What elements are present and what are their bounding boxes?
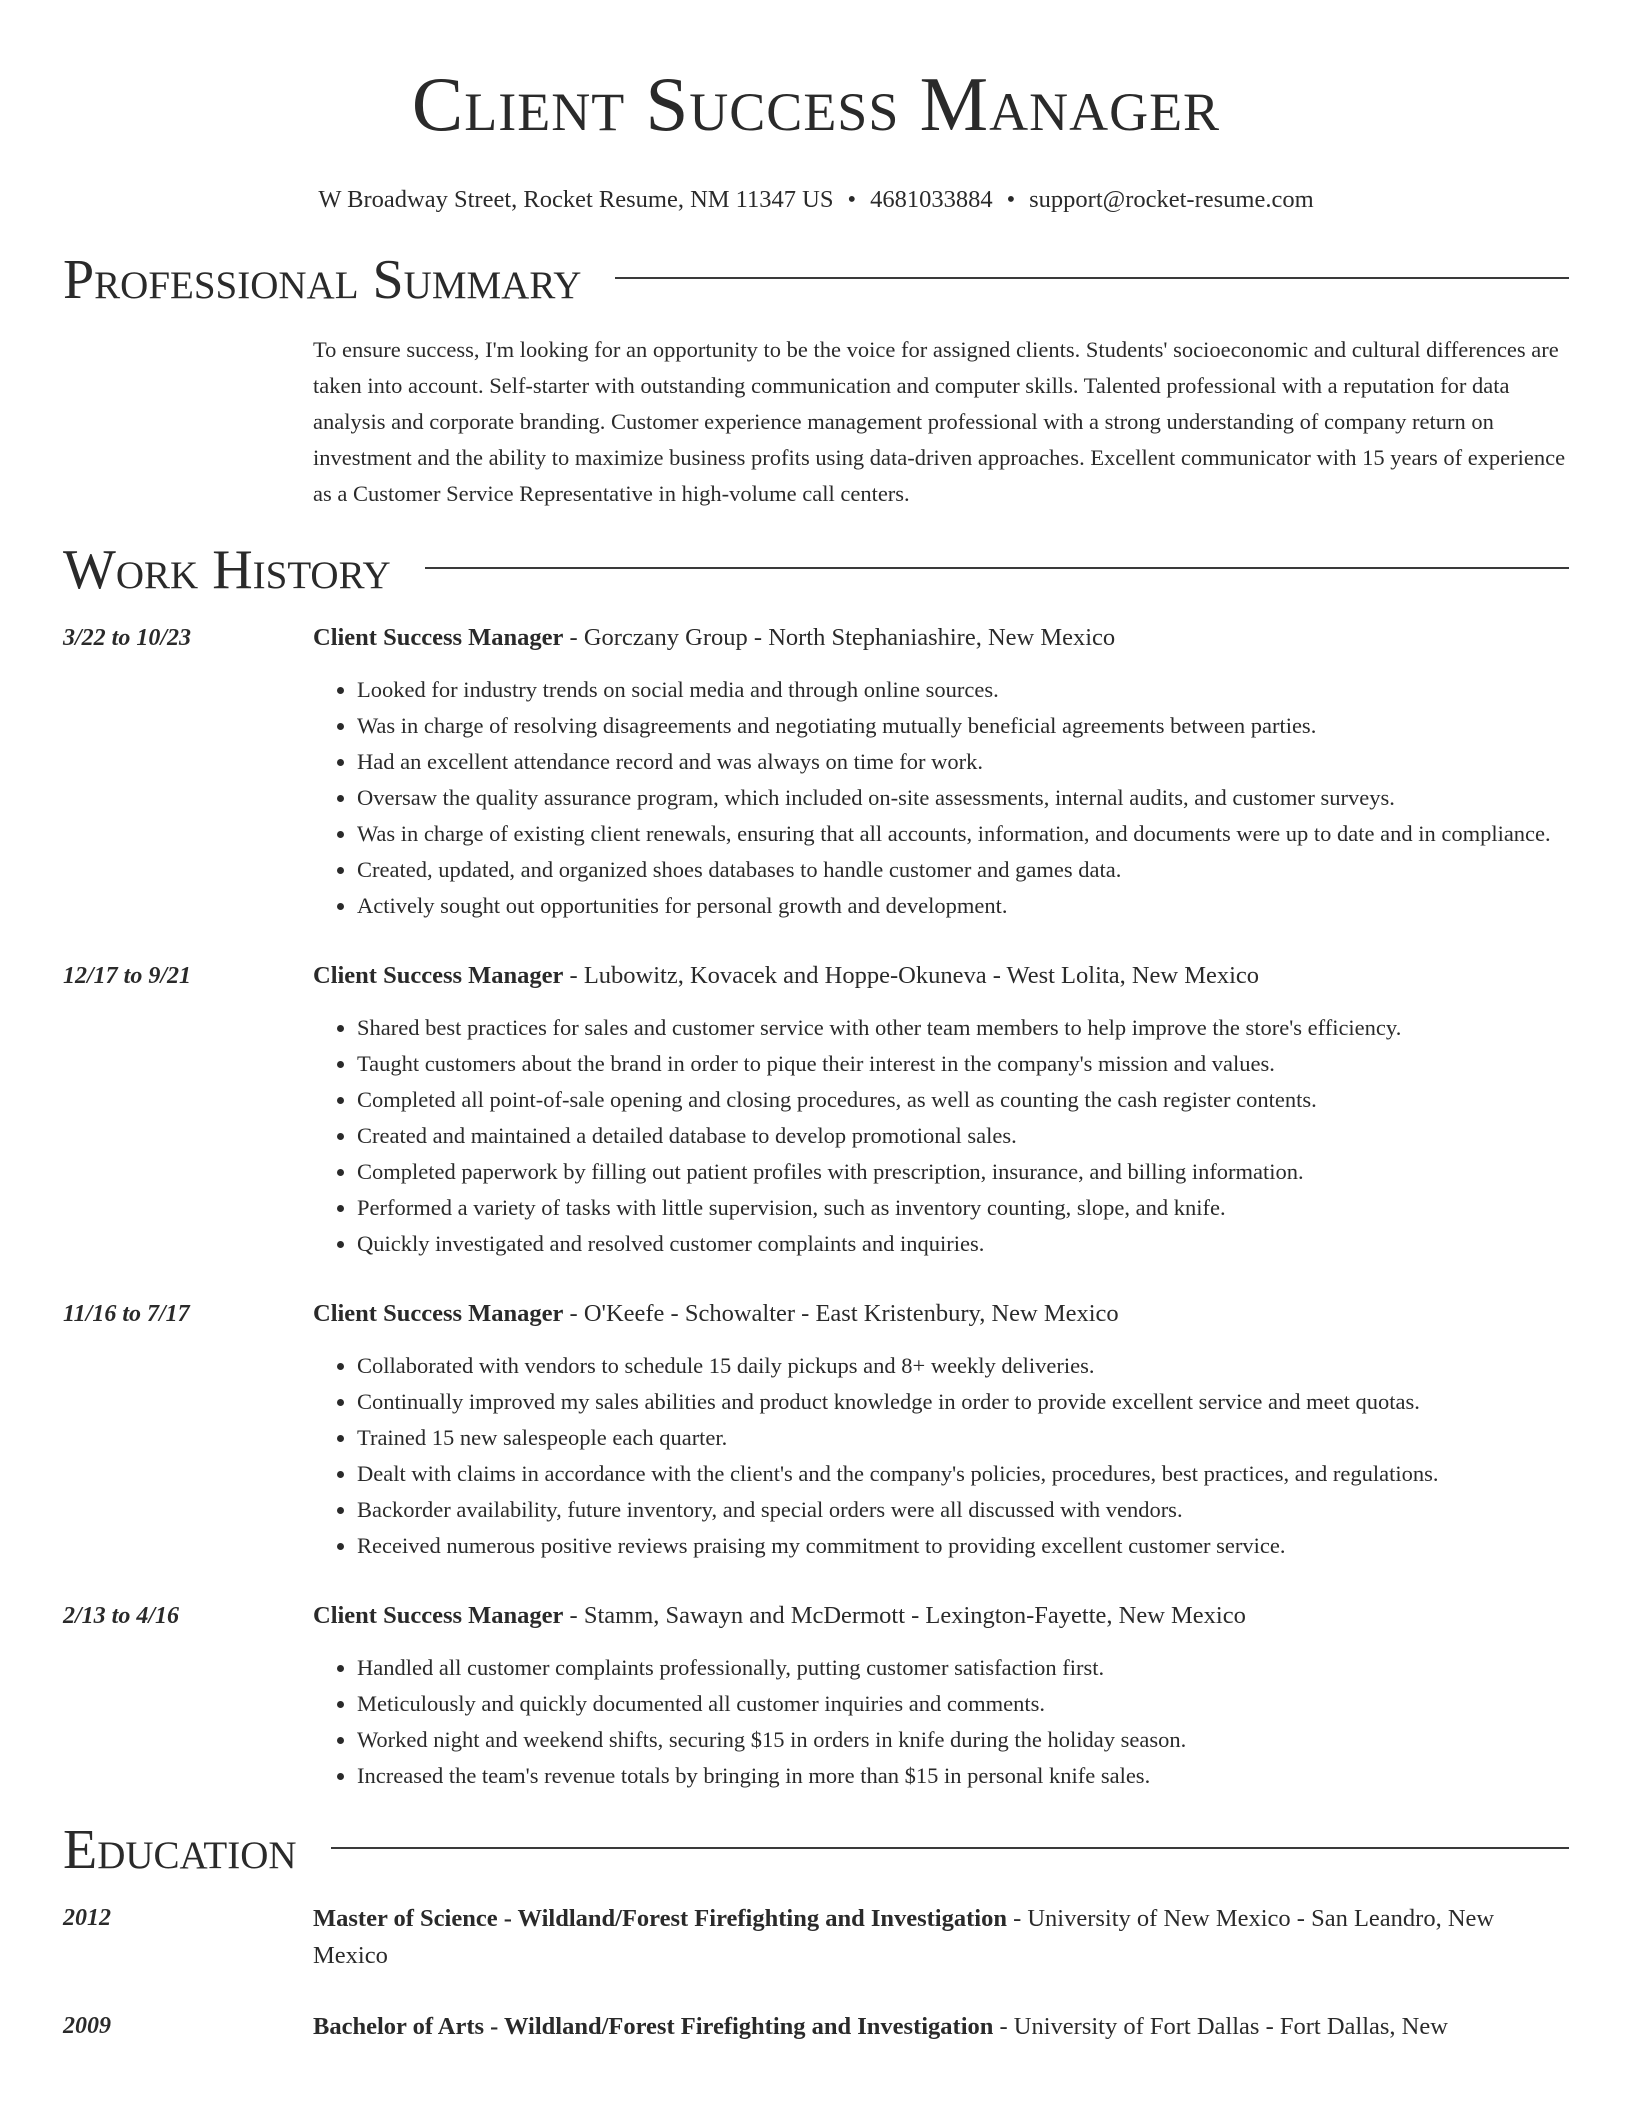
work-role: Client Success Manager xyxy=(313,962,564,989)
summary-text: To ensure success, I'm looking for an opportunity to be the voice for assigned clients. Students' socioeconomic and cultural differences are taken into account. Self-starter with outstanding communication and computer skills. Talented professional with a reputation for data analysis and corporate branding. Customer experience management professional with a strong understanding of company return on investment and the ability to maximize business profits using data-driven approaches. Excellent communicator with 15 years of experience as a Customer Service Representative in high-volume call centers. xyxy=(313,337,1566,506)
work-entry xyxy=(63,1598,1569,1794)
list-item: • Taught customers about the brand in order to pique their interest in the company's mission and values. xyxy=(357,1046,1569,1082)
education-entries xyxy=(63,1900,1569,2045)
list-item: • Was in charge of existing client renewals, ensuring that all accounts, information, and documents were up to date and in compliance. xyxy=(357,816,1569,852)
work-dates: 3/22 to 10/23 xyxy=(63,625,192,651)
list-item: • Oversaw the quality assurance program, which included on-site assessments, internal audits, and customer surveys. xyxy=(357,780,1569,816)
work-title-line xyxy=(313,620,1569,656)
list-item: • Had an excellent attendance record and was always on time for work. xyxy=(357,744,1569,780)
work-entry xyxy=(63,958,1569,1262)
summary-section-header xyxy=(63,248,1569,312)
work-entries xyxy=(63,620,1569,1794)
work-title-line xyxy=(313,1598,1569,1634)
contact-phone: 4681033884 xyxy=(870,186,993,213)
work-body xyxy=(313,958,1569,1262)
education-section-title: Education xyxy=(63,1819,297,1881)
list-item: • Created, updated, and organized shoes databases to handle customer and games data. xyxy=(357,852,1569,888)
candidate-title: Client Success Manager xyxy=(411,61,1221,147)
education-text xyxy=(313,1900,1569,1974)
work-role: Client Success Manager xyxy=(313,624,564,651)
contact-address: W Broadway Street, Rocket Resume, NM 11347 US xyxy=(318,186,834,213)
work-bullets xyxy=(313,672,1569,924)
list-item: • Shared best practices for sales and customer service with other team members to help improve the store's efficiency. xyxy=(357,1010,1569,1046)
work-role: Client Success Manager xyxy=(313,1602,564,1629)
education-entry xyxy=(63,1900,1569,1974)
work-dates: 2/13 to 4/16 xyxy=(63,1603,180,1629)
education-year: 2009 xyxy=(63,2013,111,2039)
contact-line xyxy=(63,182,1569,218)
education-degree: Master of Science - Wildland/Forest Firefighting and Investigation xyxy=(313,1905,1007,1932)
list-item: • Worked night and weekend shifts, securing $15 in orders in knife during the holiday season. xyxy=(357,1722,1569,1758)
list-item: • Looked for industry trends on social media and through online sources. xyxy=(357,672,1569,708)
list-item: • Actively sought out opportunities for personal growth and development. xyxy=(357,888,1569,924)
education-details: - University of New Mexico - San Leandro, New Mexico xyxy=(313,1905,1495,1969)
work-bullets xyxy=(313,1010,1569,1262)
work-bullets xyxy=(313,1348,1569,1564)
education-degree: Bachelor of Arts - Wildland/Forest Firefighting and Investigation xyxy=(313,2013,994,2040)
list-item: • Handled all customer complaints professionally, putting customer satisfaction first. xyxy=(357,1650,1569,1686)
list-item: • Collaborated with vendors to schedule 15 daily pickups and 8+ weekly deliveries. xyxy=(357,1348,1569,1384)
contact-separator: • xyxy=(1006,186,1016,213)
work-title-line xyxy=(313,1296,1569,1332)
list-item: • Increased the team's revenue totals by bringing in more than $15 in personal knife sales. xyxy=(357,1758,1569,1794)
list-item: • Performed a variety of tasks with little supervision, such as inventory counting, slope, and knife. xyxy=(357,1190,1569,1226)
work-entry xyxy=(63,620,1569,924)
work-body xyxy=(313,1598,1569,1794)
list-item: • Trained 15 new salespeople each quarter. xyxy=(357,1420,1569,1456)
work-title-line xyxy=(313,958,1569,994)
work-dates: 12/17 to 9/21 xyxy=(63,963,192,989)
list-item: • Quickly investigated and resolved customer complaints and inquiries. xyxy=(357,1226,1569,1262)
work-role: Client Success Manager xyxy=(313,1300,564,1327)
list-item: • Received numerous positive reviews praising my commitment to providing excellent customer service. xyxy=(357,1528,1569,1564)
section-divider xyxy=(331,1847,1569,1849)
education-year: 2012 xyxy=(63,1905,111,1931)
contact-separator: • xyxy=(847,186,857,213)
list-item: • Was in charge of resolving disagreements and negotiating mutually beneficial agreements between parties. xyxy=(357,708,1569,744)
education-text xyxy=(313,2008,1569,2045)
work-details: - Gorczany Group - North Stephaniashire, New Mexico xyxy=(563,624,1116,651)
list-item: • Created and maintained a detailed database to develop promotional sales. xyxy=(357,1118,1569,1154)
work-section-title: Work History xyxy=(63,539,391,601)
work-bullets xyxy=(313,1650,1569,1794)
list-item: • Backorder availability, future inventory, and special orders were all discussed with vendors. xyxy=(357,1492,1569,1528)
list-item: • Dealt with claims in accordance with the client's and the company's policies, procedures, best practices, and regulations. xyxy=(357,1456,1569,1492)
work-body xyxy=(313,620,1569,924)
work-details: - O'Keefe - Schowalter - East Kristenbury, New Mexico xyxy=(563,1300,1119,1327)
work-dates: 11/16 to 7/17 xyxy=(63,1301,190,1327)
summary-section-title: Professional Summary xyxy=(63,249,582,311)
work-details: - Lubowitz, Kovacek and Hoppe-Okuneva - West Lolita, New Mexico xyxy=(563,962,1260,989)
contact-email: support@rocket-resume.com xyxy=(1029,186,1314,213)
work-entry xyxy=(63,1296,1569,1564)
list-item: • Continually improved my sales abilities and product knowledge in order to provide excellent service and meet quotas. xyxy=(357,1384,1569,1420)
education-entry xyxy=(63,2008,1569,2045)
section-divider xyxy=(615,277,1569,279)
list-item: • Completed paperwork by filling out patient profiles with prescription, insurance, and billing information. xyxy=(357,1154,1569,1190)
list-item: • Meticulously and quickly documented all customer inquiries and comments. xyxy=(357,1686,1569,1722)
education-section-header xyxy=(63,1818,1569,1882)
section-divider xyxy=(425,567,1569,569)
education-details: - University of Fort Dallas - Fort Dallas, New xyxy=(993,2013,1448,2040)
work-section-header xyxy=(63,538,1569,602)
work-body xyxy=(313,1296,1569,1564)
list-item: • Completed all point-of-sale opening and closing procedures, as well as counting the cash register contents. xyxy=(357,1082,1569,1118)
work-details: - Stamm, Sawayn and McDermott - Lexington-Fayette, New Mexico xyxy=(563,1602,1246,1629)
